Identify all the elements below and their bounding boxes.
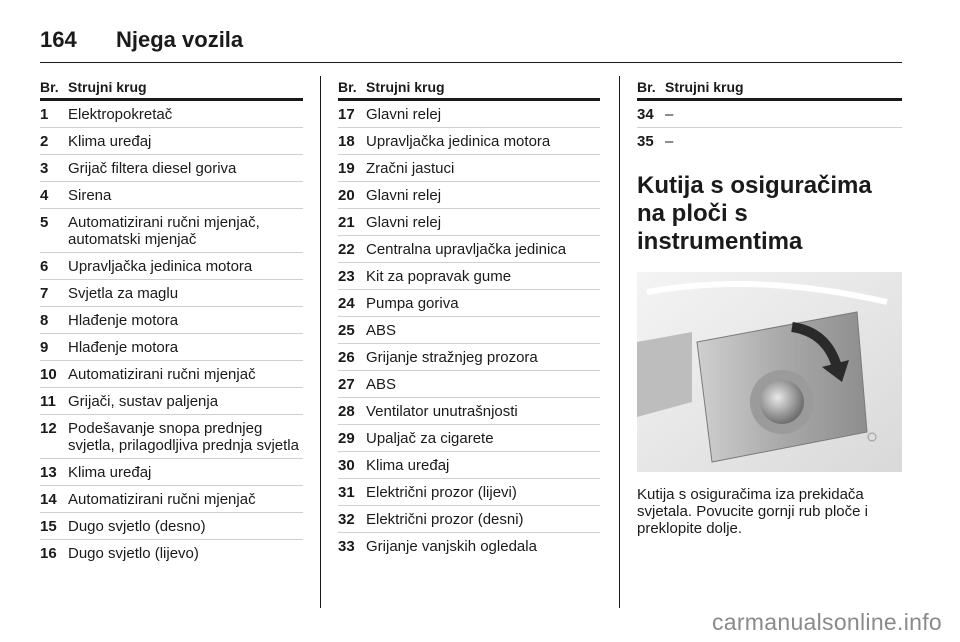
- table-row: [40, 540, 303, 566]
- fuse-number: 24: [338, 295, 355, 312]
- dashboard-slot: [637, 332, 692, 417]
- circuit-name: Podešavanje snopa prednjeg svjetla, prilagodljiva prednja svjetla: [68, 420, 299, 454]
- fuse-table-column-3: [637, 76, 902, 537]
- table-row: [40, 182, 303, 209]
- fuse-number: 30: [338, 457, 355, 474]
- light-switch-knob: [760, 380, 804, 424]
- table-row: [338, 317, 600, 344]
- fuse-number: 3: [40, 160, 49, 177]
- circuit-name: Dugo svjetlo (desno): [68, 518, 206, 535]
- circuit-name: Upaljač za cigarete: [366, 430, 494, 447]
- circuit-name: Grijač filtera diesel goriva: [68, 160, 237, 177]
- header-num: Br.: [40, 79, 59, 95]
- circuit-name: Električni prozor (lijevi): [366, 484, 517, 501]
- table-row: [338, 371, 600, 398]
- fuse-number: 16: [40, 545, 57, 562]
- fuse-number: 10: [40, 366, 57, 383]
- circuit-name: Glavni relej: [366, 187, 442, 204]
- fuse-number: 14: [40, 491, 57, 508]
- circuit-name: Električni prozor (desni): [366, 511, 524, 528]
- circuit-name: Upravljačka jedinica motora: [68, 258, 253, 275]
- fuse-number: 15: [40, 518, 57, 535]
- page-number: 164: [40, 27, 77, 52]
- circuit-name: Klima uređaj: [68, 464, 152, 481]
- fuse-number: 2: [40, 133, 49, 150]
- watermark: carmanualsonline.info: [711, 609, 942, 635]
- circuit-name: Klima uređaj: [366, 457, 450, 474]
- fuse-table-column-2: [338, 76, 600, 559]
- circuit-name: Klima uređaj: [68, 133, 152, 150]
- circuit-name: Sirena: [68, 187, 112, 204]
- fuse-number: 6: [40, 258, 49, 275]
- table-row: [40, 459, 303, 486]
- circuit-name: Upravljačka jedinica motora: [366, 133, 551, 150]
- table-row: [40, 155, 303, 182]
- circuit-name: Ventilator unutrašnjosti: [366, 403, 518, 420]
- header-num: Br.: [637, 79, 656, 95]
- header-label: Strujni krug: [68, 79, 147, 95]
- table-row: [637, 128, 902, 154]
- table-row: [338, 290, 600, 317]
- circuit-name: Pumpa goriva: [366, 295, 459, 312]
- table-row: [338, 479, 600, 506]
- circuit-name: Elektropokretač: [68, 106, 173, 123]
- table-row: [338, 209, 600, 236]
- table-row: [40, 361, 303, 388]
- circuit-name: Grijači, sustav paljenja: [68, 393, 219, 410]
- table-row: [338, 425, 600, 452]
- circuit-name: Automatizirani ručni mjenjač, automatski mjenjač: [68, 214, 260, 248]
- table-row: [338, 506, 600, 533]
- fuse-number: 34: [637, 106, 654, 123]
- fuse-table-column-1: [40, 76, 303, 566]
- fuse-number: 23: [338, 268, 355, 285]
- page-title: Njega vozila: [116, 27, 244, 52]
- table-row: [40, 128, 303, 155]
- table-row: [40, 486, 303, 513]
- table-header: [338, 76, 600, 101]
- fuse-number: 25: [338, 322, 355, 339]
- fuse-number: 27: [338, 376, 355, 393]
- fuse-number: 7: [40, 285, 49, 302]
- circuit-name: Grijanje stražnjeg prozora: [366, 349, 538, 366]
- circuit-name: Svjetla za maglu: [68, 285, 179, 302]
- fuse-number: 12: [40, 420, 57, 437]
- fuse-number: 35: [637, 133, 654, 150]
- table-row: [40, 253, 303, 280]
- fuse-number: 1: [40, 106, 49, 123]
- circuit-name: Glavni relej: [366, 214, 442, 231]
- circuit-name: Automatizirani ručni mjenjač: [68, 366, 256, 383]
- table-row: [40, 101, 303, 128]
- circuit-name: Dugo svjetlo (lijevo): [68, 545, 199, 562]
- circuit-name: Hlađenje motora: [68, 312, 179, 329]
- table-row: [338, 533, 600, 559]
- circuit-name: ABS: [366, 376, 397, 393]
- table-row: [338, 128, 600, 155]
- fuse-number: 29: [338, 430, 355, 447]
- table-row: [338, 236, 600, 263]
- table-row: [338, 344, 600, 371]
- column-divider: [320, 76, 321, 608]
- header-label: Strujni krug: [366, 79, 445, 95]
- fuse-number: 33: [338, 538, 355, 555]
- table-row: [338, 155, 600, 182]
- table-row: [338, 182, 600, 209]
- circuit-name: Zračni jastuci: [366, 160, 455, 177]
- fuse-number: 5: [40, 214, 49, 231]
- circuit-name: –: [665, 106, 674, 123]
- figure-caption: Kutija s osiguračima iza prekidača svjetala. Povucite gornji rub ploče i preklopite dolje.: [637, 486, 868, 537]
- column-divider: [619, 76, 620, 608]
- circuit-name: Glavni relej: [366, 106, 442, 123]
- fuse-number: 8: [40, 312, 49, 329]
- fuse-number: 9: [40, 339, 49, 356]
- table-row: [338, 452, 600, 479]
- fuse-number: 17: [338, 106, 355, 123]
- fuse-box-drawing: [637, 272, 902, 472]
- table-row: [338, 263, 600, 290]
- table-row: [40, 415, 303, 459]
- fuse-box-illustration: [637, 272, 902, 472]
- circuit-name: Kit za popravak gume: [366, 268, 512, 285]
- table-row: [40, 280, 303, 307]
- section-title: Kutija s osiguračima na ploči s instrumentima: [637, 172, 872, 255]
- header-label: Strujni krug: [665, 79, 744, 95]
- table-row: [40, 307, 303, 334]
- table-row: [40, 513, 303, 540]
- table-header: [637, 76, 902, 101]
- header-num: Br.: [338, 79, 357, 95]
- fuse-number: 21: [338, 214, 355, 231]
- fuse-number: 28: [338, 403, 355, 420]
- circuit-name: Grijanje vanjskih ogledala: [366, 538, 537, 555]
- table-row: [40, 388, 303, 415]
- fuse-number: 18: [338, 133, 355, 150]
- circuit-name: Hlađenje motora: [68, 339, 179, 356]
- table-row: [637, 101, 902, 128]
- table-row: [338, 398, 600, 425]
- page-header: [40, 18, 902, 63]
- fuse-number: 19: [338, 160, 355, 177]
- circuit-name: –: [665, 133, 674, 150]
- fuse-number: 20: [338, 187, 355, 204]
- fuse-number: 4: [40, 187, 49, 204]
- table-row: [338, 101, 600, 128]
- circuit-name: Centralna upravljačka jedinica: [366, 241, 567, 258]
- fuse-number: 11: [40, 393, 56, 410]
- table-row: [40, 334, 303, 361]
- table-header: [40, 76, 303, 101]
- fuse-number: 26: [338, 349, 355, 366]
- fuse-number: 31: [338, 484, 355, 501]
- fuse-number: 13: [40, 464, 57, 481]
- fuse-number: 22: [338, 241, 355, 258]
- fuse-number: 32: [338, 511, 355, 528]
- table-row: [40, 209, 303, 253]
- circuit-name: ABS: [366, 322, 397, 339]
- circuit-name: Automatizirani ručni mjenjač: [68, 491, 256, 508]
